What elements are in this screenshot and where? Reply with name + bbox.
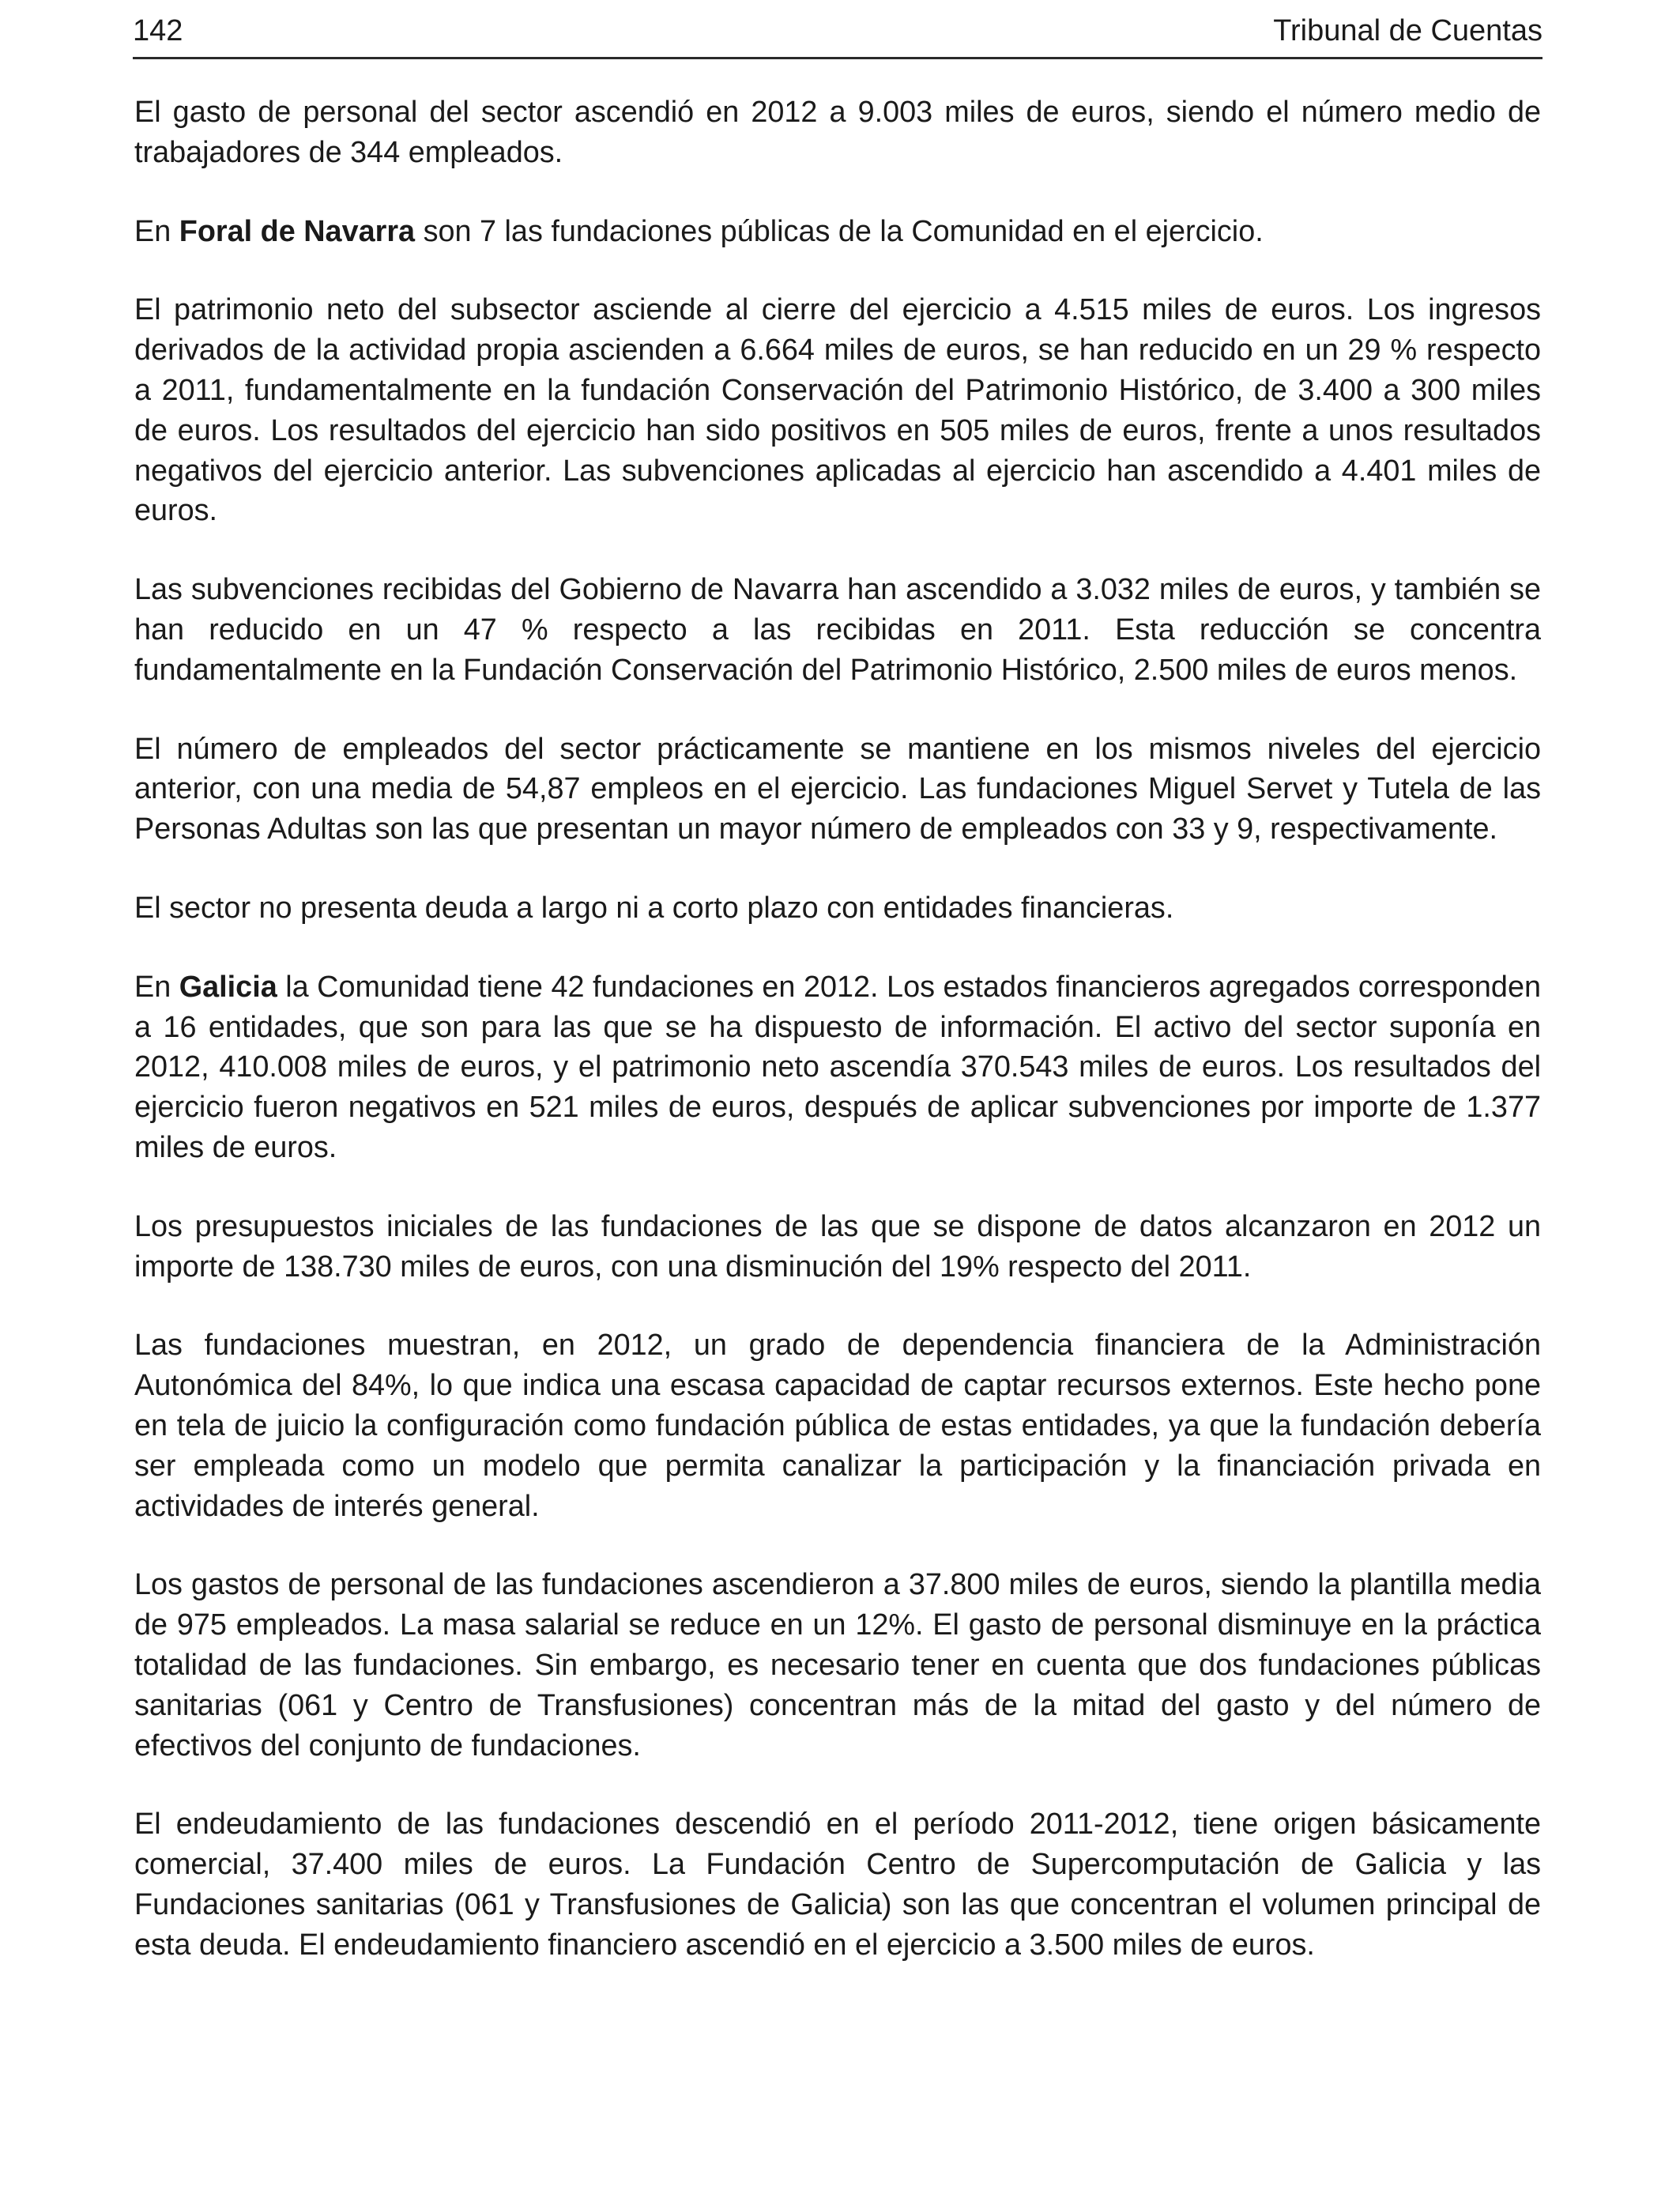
paragraph-navarra-debt: El sector no presenta deuda a largo ni a corto plazo con entidades financieras. — [134, 891, 1174, 925]
region-name-galicia: Galicia — [179, 970, 277, 1004]
paragraph-navarra-subsidies: Las subvenciones recibidas del Gobierno de Navarra han ascendido a 3.032 miles de euros, y también se han reducido en un 47 % respecto a las recibidas en 2011. Esta reducción se concentra fundamentalmente en la Fundación Conservación del Patrimonio Histórico, 2.500 miles de euros menos. — [134, 573, 1541, 687]
document-body — [134, 92, 1541, 2004]
paragraph-galicia-personal: Los gastos de personal de las fundaciones ascendieron a 37.800 miles de euros, siendo la plantilla media de 975 empleados. La masa salarial se reduce en un 12%. El gasto de personal disminuye en la práctica totalidad de las fundaciones. Sin embargo, es necesario tener en cuenta que dos fundaciones públicas sanitarias (061 y Centro de Transfusiones) concentran más de la mitad del gasto y del número de efectivos del conjunto de fundaciones. — [134, 1568, 1541, 1762]
paragraph-galicia-intro — [134, 967, 1541, 1168]
navarra-intro-rest: son 7 las fundaciones públicas de la Comunidad en el ejercicio. — [415, 214, 1264, 248]
paragraph-galicia-dependency: Las fundaciones muestran, en 2012, un grado de dependencia financiera de la Administración Autonómica del 84%, lo que indica una escasa capacidad de captar recursos externos. Este hecho pone en tela de juicio la configuración como fundación pública de estas entidades, ya que la fundación debería ser empleada como un modelo que permita canalizar la participación y la financiación privada en actividades de interés general. — [134, 1329, 1541, 1523]
paragraph-galicia-debt: El endeudamiento de las fundaciones descendió en el período 2011-2012, tiene origen básicamente comercial, 37.400 miles de euros. La Fundación Centro de Supercomputación de Galicia y las Fundaciones sanitarias (061 y Transfusiones de Galicia) son las que concentran el volumen principal de esta deuda. El endeudamiento financiero ascendió en el ejercicio a 3.500 miles de euros. — [134, 1808, 1541, 1962]
galicia-intro-lead: En — [134, 970, 179, 1004]
paragraph-navarra-intro — [134, 212, 1541, 252]
navarra-intro-lead: En — [134, 214, 179, 248]
paragraph-navarra-employees: El número de empleados del sector prácticamente se mantiene en los mismos niveles del ejercicio anterior, con una media de 54,87 empleos en el ejercicio. Las fundaciones Miguel Servet y Tutela de las Personas Adultas son las que presentan un mayor número de empleados con 33 y 9, respectivamente. — [134, 732, 1541, 846]
publication-title: Tribunal de Cuentas — [1273, 14, 1543, 47]
page-number: 142 — [133, 14, 183, 47]
paragraph-navarra-equity: El patrimonio neto del subsector asciende al cierre del ejercicio a 4.515 miles de euros. Los ingresos derivados de la actividad propia ascienden a 6.664 miles de euros, se han reducido en un 29 % respecto a 2011, fundamentalmente en la fundación Conservación del Patrimonio Histórico, de 3.400 a 300 miles de euros. Los resultados del ejercicio han sido positivos en 505 miles de euros, frente a unos resultados negativos del ejercicio anterior. Las subvenciones aplicadas al ejercicio han ascendido a 4.401 miles de euros. — [134, 293, 1541, 528]
galicia-intro-rest: la Comunidad tiene 42 fundaciones en 2012. Los estados financieros agregados corresponden a 16 entidades, que son para las que se ha dispuesto de información. El activo del sector suponía en 2012, 410.008 miles de euros, y el patrimonio neto ascendía 370.543 miles de euros. Los resultados del ejercicio fueron negativos en 521 miles de euros, después de aplicar subvenciones por importe de 1.377 miles de euros. — [134, 970, 1541, 1164]
region-name-navarra: Foral de Navarra — [179, 214, 416, 248]
paragraph-personal-expense: El gasto de personal del sector ascendió en 2012 a 9.003 miles de euros, siendo el número medio de trabajadores de 344 empleados. — [134, 96, 1541, 169]
page-header — [133, 11, 1543, 59]
paragraph-galicia-budgets: Los presupuestos iniciales de las fundaciones de las que se dispone de datos alcanzaron en 2012 un importe de 138.730 miles de euros, con una disminución del 19% respecto del 2011. — [134, 1209, 1541, 1284]
